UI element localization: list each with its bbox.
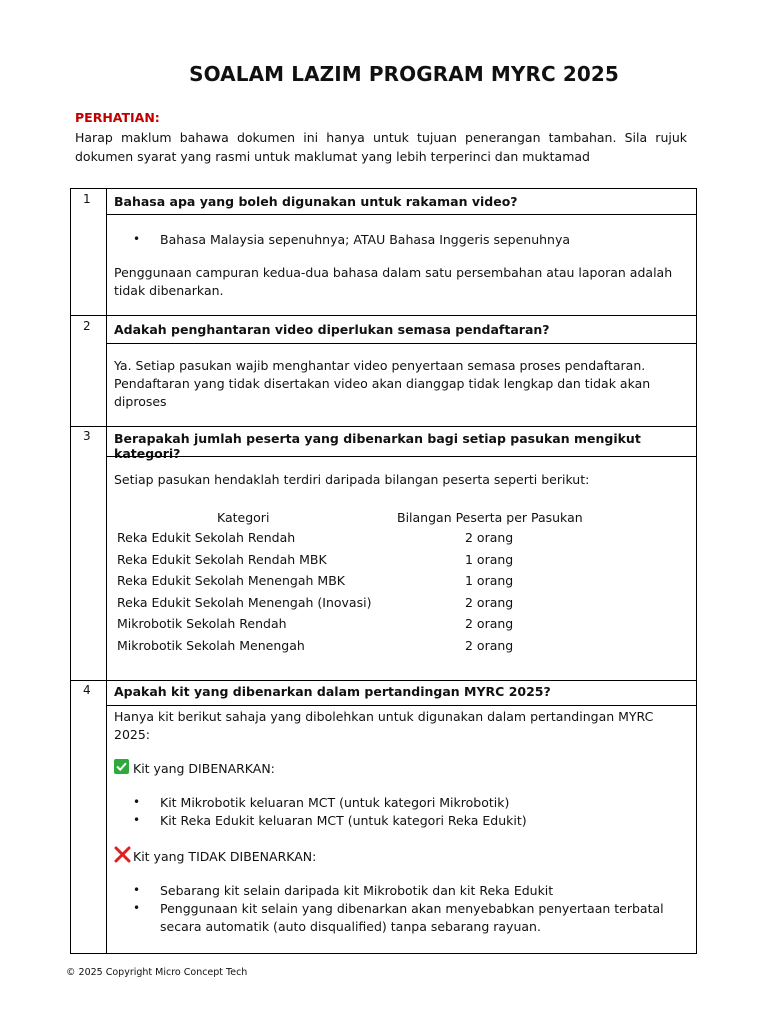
row-number-2: 2 [83, 319, 91, 333]
category-name: Reka Edukit Sekolah Rendah MBK [117, 552, 327, 567]
category-name: Reka Edukit Sekolah Menengah (Inovasi) [117, 595, 372, 610]
category-name: Mikrobotik Sekolah Menengah [117, 638, 305, 653]
row-number-3: 3 [83, 429, 91, 443]
answer-3-intro: Setiap pasukan hendaklah terdiri daripada bilangan peserta seperti berikut: [114, 472, 590, 487]
table-divider [71, 315, 696, 316]
category-column-header: Kategori [217, 510, 270, 525]
table-column-divider [106, 189, 107, 953]
copyright-footer: © 2025 Copyright Micro Concept Tech [66, 967, 248, 978]
question-4: Apakah kit yang dibenarkan dalam pertandingan MYRC 2025? [114, 684, 551, 699]
question-2: Adakah penghantaran video diperlukan semasa pendaftaran? [114, 322, 550, 337]
page-title: SOALAM LAZIM PROGRAM MYRC 2025 [189, 62, 619, 86]
bullet-marker: • [133, 232, 141, 246]
bullet-marker: • [133, 883, 141, 897]
faq-table [70, 188, 697, 954]
question-3: Berapakah jumlah peserta yang dibenarkan bagi setiap pasukan mengikut kategori? [114, 431, 641, 461]
bullet-marker: • [133, 901, 141, 915]
allowed-kit-item: Kit Reka Edukit keluaran MCT (untuk kategori Reka Edukit) [160, 813, 527, 828]
count-column-header: Bilangan Peserta per Pasukan [397, 510, 583, 525]
notice-text: Harap maklum bahawa dokumen ini hanya untuk tujuan penerangan tambahan. Sila rujuk dokumen syarat yang rasmi untuk maklumat yang lebih terperinci dan muktamad [75, 130, 687, 164]
allowed-kits-label: Kit yang DIBENARKAN: [133, 761, 275, 776]
row-number-1: 1 [83, 192, 91, 206]
table-divider [71, 426, 696, 427]
not-allowed-kit-item: Penggunaan kit selain yang dibenarkan akan menyebabkan penyertaan terbatal secara automatik (auto disqualified) tanpa sebarang rayuan. [160, 901, 664, 934]
allowed-kit-item: Kit Mikrobotik keluaran MCT (untuk kategori Mikrobotik) [160, 795, 510, 810]
participant-count: 2 orang [465, 638, 514, 653]
participant-count: 1 orang [465, 552, 514, 567]
participant-count: 2 orang [465, 616, 514, 631]
row-number-4: 4 [83, 683, 91, 697]
answer-2: Ya. Setiap pasukan wajib menghantar video penyertaan semasa proses pendaftaran. Pendaftaran yang tidak disertakan video akan dianggap tidak lengkap dan tidak akan diproses [114, 358, 651, 409]
check-mark-icon [114, 759, 129, 774]
answer-4-intro: Hanya kit berikut sahaja yang dibolehkan untuk digunakan dalam pertandingan MYRC 2025: [114, 709, 654, 742]
participant-count: 1 orang [465, 573, 514, 588]
bullet-marker: • [133, 795, 141, 809]
cross-mark-icon [114, 846, 131, 863]
category-name: Mikrobotik Sekolah Rendah [117, 616, 287, 631]
answer-1-note: Penggunaan campuran kedua-dua bahasa dalam satu persembahan atau laporan adalah tidak dibenarkan. [114, 265, 673, 298]
table-divider [106, 214, 696, 215]
answer-1-bullet: Bahasa Malaysia sepenuhnya; ATAU Bahasa Inggeris sepenuhnya [160, 232, 571, 247]
not-allowed-kits-label: Kit yang TIDAK DIBENARKAN: [133, 849, 317, 864]
question-1: Bahasa apa yang boleh digunakan untuk rakaman video? [114, 194, 518, 209]
table-divider [106, 343, 696, 344]
table-divider [106, 705, 696, 706]
category-name: Reka Edukit Sekolah Menengah MBK [117, 573, 345, 588]
bullet-marker: • [133, 813, 141, 827]
participant-count: 2 orang [465, 530, 514, 545]
table-divider [71, 680, 696, 681]
not-allowed-kit-item: Sebarang kit selain daripada kit Mikrobotik dan kit Reka Edukit [160, 883, 554, 898]
table-divider [106, 456, 696, 457]
participant-count: 2 orang [465, 595, 514, 610]
category-name: Reka Edukit Sekolah Rendah [117, 530, 296, 545]
notice-label: PERHATIAN: [75, 110, 160, 125]
